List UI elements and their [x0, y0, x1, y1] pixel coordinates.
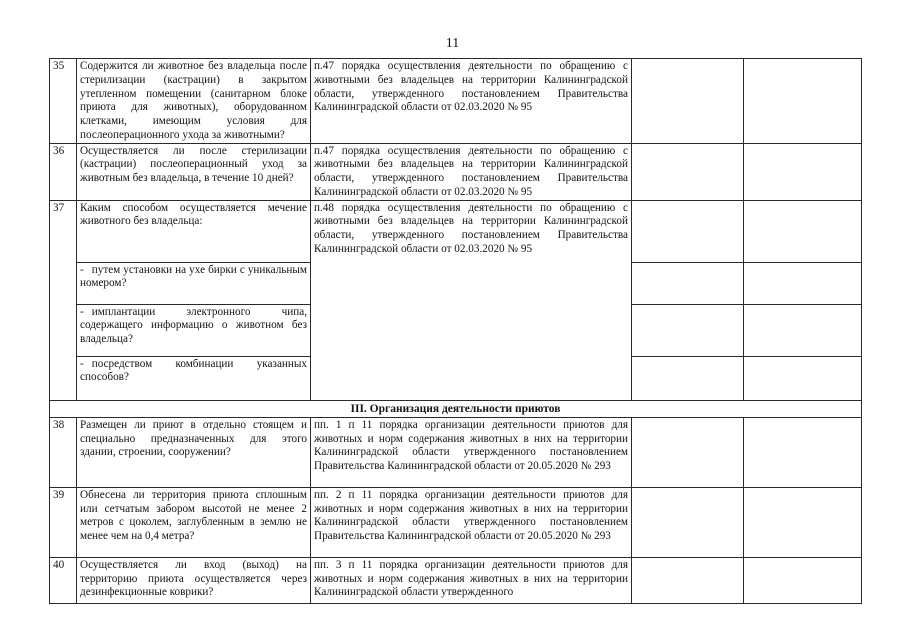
row-number: 37 [50, 200, 77, 400]
table-row [50, 417, 862, 487]
note-cell [744, 59, 862, 144]
reference-cell: п.47 порядка осуществления деятельности по обращению с животными без владельцев на территории Калининградской области, утвержденного постановлением Правительства Калининградской области от 02.03.2020 № 95 [311, 143, 632, 200]
option-text: посредством комбинации указанных способов? [80, 357, 307, 384]
question-cell: Содержится ли животное без владельца после стерилизации (кастрации) в закрытом утепленном помещении (санитарном блоке приюта для животных), оборудованном клетками, имеющим условия для послеоперационного ухода за животными? [77, 59, 311, 144]
table-row [50, 59, 862, 144]
table-row [50, 487, 862, 557]
table-row [50, 143, 862, 200]
note-cell [744, 417, 862, 487]
row-number: 38 [50, 417, 77, 487]
row-number: 40 [50, 557, 77, 603]
question-cell: Осуществляется ли вход (выход) на территорию приюта осуществляется через дезинфекционные коврики? [77, 557, 311, 603]
answer-cell [632, 417, 744, 487]
reference-cell: пп. 3 п 11 порядка организации деятельности приютов для животных и норм содержания животных в них на территории Калининградской области утвержденного [311, 557, 632, 603]
question-cell: Размещен ли приют в отдельно стоящем и специально предназначенных для этого здании, строении, сооружении? [77, 417, 311, 487]
row-number: 35 [50, 59, 77, 144]
table-row [50, 557, 862, 603]
answer-cell [632, 356, 744, 400]
answer-cell [632, 143, 744, 200]
note-cell [744, 304, 862, 356]
answer-cell [632, 304, 744, 356]
option-text: путем установки на ухе бирки с уникальным номером? [80, 263, 307, 290]
question-cell: Обнесена ли территория приюта сплошным или сетчатым забором высотой не менее 2 метров с цоколем, заглубленным в землю не менее чем на 0,4 метра? [77, 487, 311, 557]
answer-cell [632, 487, 744, 557]
page-number: 11 [445, 36, 460, 51]
question-cell: Каким способом осуществляется мечение животного без владельца: [77, 200, 311, 262]
answer-cell [632, 557, 744, 603]
answer-cell [632, 200, 744, 262]
option-cell [77, 356, 311, 400]
section-row [50, 400, 862, 417]
reference-cell: пп. 2 п 11 порядка организации деятельности приютов для животных и норм содержания животных в них на территории Калининградской области утвержденного постановлением Правительства Калининградской области от 20.05.2020 № 293 [311, 487, 632, 557]
note-cell [744, 487, 862, 557]
row-number: 39 [50, 487, 77, 557]
reference-cell: п.47 порядка осуществления деятельности по обращению с животными без владельцев на территории Калининградской области, утвержденного постановлением Правительства Калининградской области от 02.03.2020 № 95 [311, 59, 632, 144]
question-cell: Осуществляется ли после стерилизации (кастрации) послеоперационный уход за животным без владельца, в течение 10 дней? [77, 143, 311, 200]
option-dash: - [80, 305, 84, 318]
row-number: 36 [50, 143, 77, 200]
reference-cell: пп. 1 п 11 порядка организации деятельности приютов для животных и норм содержания животных в них на территории Калининградской области утвержденного постановлением Правительства Калининградской области от 20.05.2020 № 293 [311, 417, 632, 487]
note-cell [744, 143, 862, 200]
reference-cell: п.48 порядка осуществления деятельности по обращению с животными без владельцев на территории Калининградской области, утвержденного постановлением Правительства Калининградской области от 02.03.2020 № 95 [311, 200, 632, 400]
note-cell [744, 356, 862, 400]
table-row [50, 200, 862, 262]
option-dash: - [80, 263, 84, 276]
answer-cell [632, 262, 744, 304]
option-text: имплантации электронного чипа, содержащего информацию о животном без владельца? [80, 305, 307, 346]
note-cell [744, 200, 862, 262]
answer-cell [632, 59, 744, 144]
option-cell [77, 262, 311, 304]
note-cell [744, 262, 862, 304]
option-dash: - [80, 357, 84, 370]
option-cell [77, 304, 311, 356]
note-cell [744, 557, 862, 603]
section-title: III. Организация деятельности приютов [50, 400, 862, 417]
checklist-table [49, 58, 862, 604]
